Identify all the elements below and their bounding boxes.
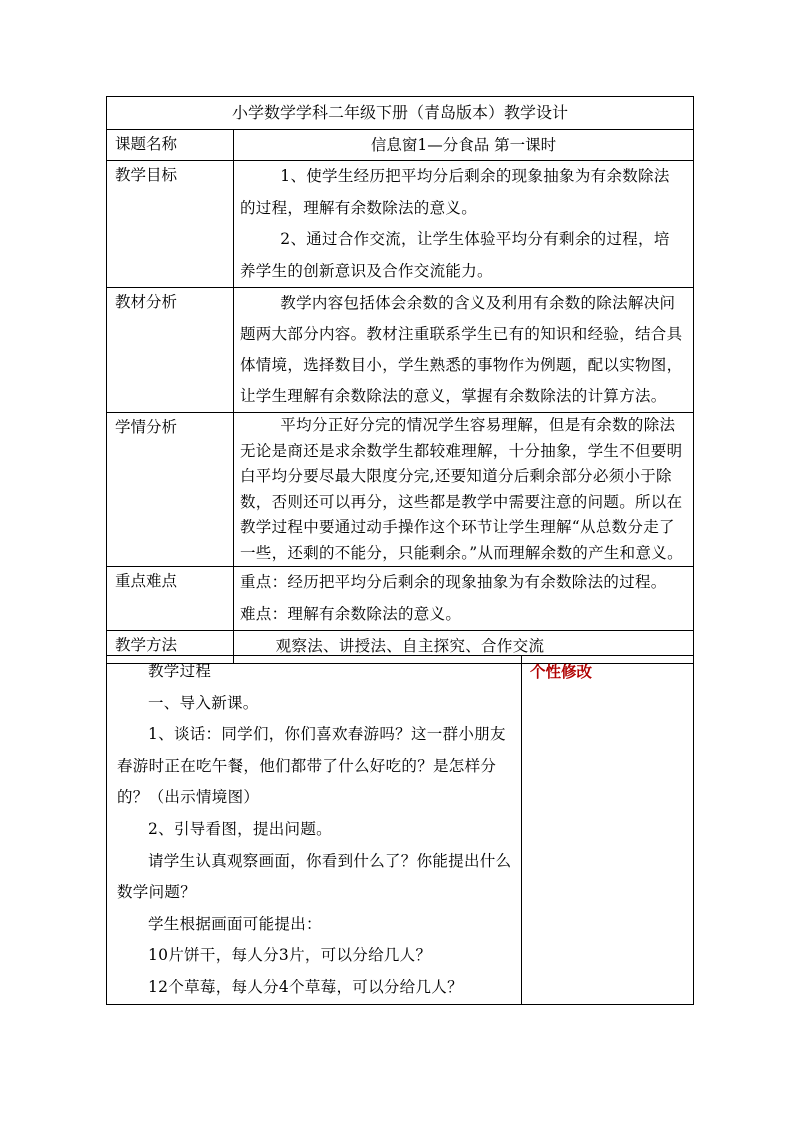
title-row (107, 97, 694, 130)
modification-column (522, 656, 694, 1005)
process-line-7: 12个草莓，每人分4个草莓，可以分给几人？ (148, 977, 463, 996)
key-point: 重点：经历把平均分后剩余的现象抽象为有余数除法的过程。 (240, 573, 667, 591)
process-line-3: 2、引导看图，提出问题。 (148, 819, 332, 838)
method-label: 教学方法 (107, 631, 234, 664)
students-content (234, 413, 694, 567)
document-title: 小学数学学科二年级下册（青岛版本）教学设计 (107, 97, 694, 130)
lesson-plan-table (106, 96, 694, 664)
topic-label: 课题名称 (107, 130, 234, 161)
students-row (107, 413, 694, 567)
process-heading: 教学过程 (148, 662, 212, 680)
students-label: 学情分析 (107, 413, 234, 567)
material-content (234, 288, 694, 413)
goal-row (107, 161, 694, 288)
goal-paragraph-2: 2、通过合作交流，让学生体验平均分有剩余的过程，培养学生的创新意识及合作交流能力。 (240, 230, 670, 280)
process-line-4: 请学生认真观察画面，你看到什么了？你能提出什么数学问题？ (117, 851, 512, 902)
method-value: 观察法、讲授法、自主探究、合作交流 (275, 637, 545, 655)
material-label: 教材分析 (107, 288, 234, 413)
topic-row (107, 130, 694, 161)
goal-content (234, 161, 694, 288)
goal-label: 教学目标 (107, 161, 234, 288)
process-line-6: 10片饼干，每人分3片，可以分给几人？ (148, 946, 432, 965)
process-content (107, 656, 522, 1005)
goal-paragraph-1: 1、使学生经历把平均分后剩余的现象抽象为有余数除法的过程，理解有余数除法的意义。 (240, 167, 670, 217)
process-table (106, 655, 694, 1005)
process-line-2: 1、谈话：同学们，你们喜欢春游吗？这一群小朋友春游时正在吃午餐，他们都带了什么好吃的？是怎样分的？（出示情境图） (117, 725, 506, 807)
key-label: 重点难点 (107, 567, 234, 631)
material-paragraph: 教学内容包括体会余数的含义及利用有余数的除法解决问题两大部分内容。教材注重联系学生已有的知识和经验，结合具体情境，选择数目小，学生熟悉的事物作为例题，配以实物图，让学生理解有余数除法的意义，掌握有余数除法的计算方法。 (240, 294, 683, 405)
key-row (107, 567, 694, 631)
difficult-point: 难点：理解有余数除法的意义。 (240, 604, 462, 623)
modification-label: 个性修改 (530, 663, 593, 681)
process-row (107, 656, 694, 1005)
process-line-5: 学生根据画面可能提出： (148, 914, 322, 933)
topic-value: 信息窗1—分食品 第一课时 (234, 130, 694, 161)
students-paragraph: 平均分正好分完的情况学生容易理解，但是有余数的除法无论是商还是求余数学生都较难理解，十分抽象，学生不但要明白平均分要尽最大限度分完,还要知道分后剩余部分必须小于除数，否则还可以再分，这些都是教学中需要注意的问题。所以在教学过程中要通过动手操作这个环节让学生理解“从总数分走了一些，还剩的不能分，只能剩余。”从而理解余数的产生和意义。 (240, 416, 683, 562)
key-content (234, 567, 694, 631)
process-line-1: 一、导入新课。 (148, 693, 259, 712)
material-row (107, 288, 694, 413)
